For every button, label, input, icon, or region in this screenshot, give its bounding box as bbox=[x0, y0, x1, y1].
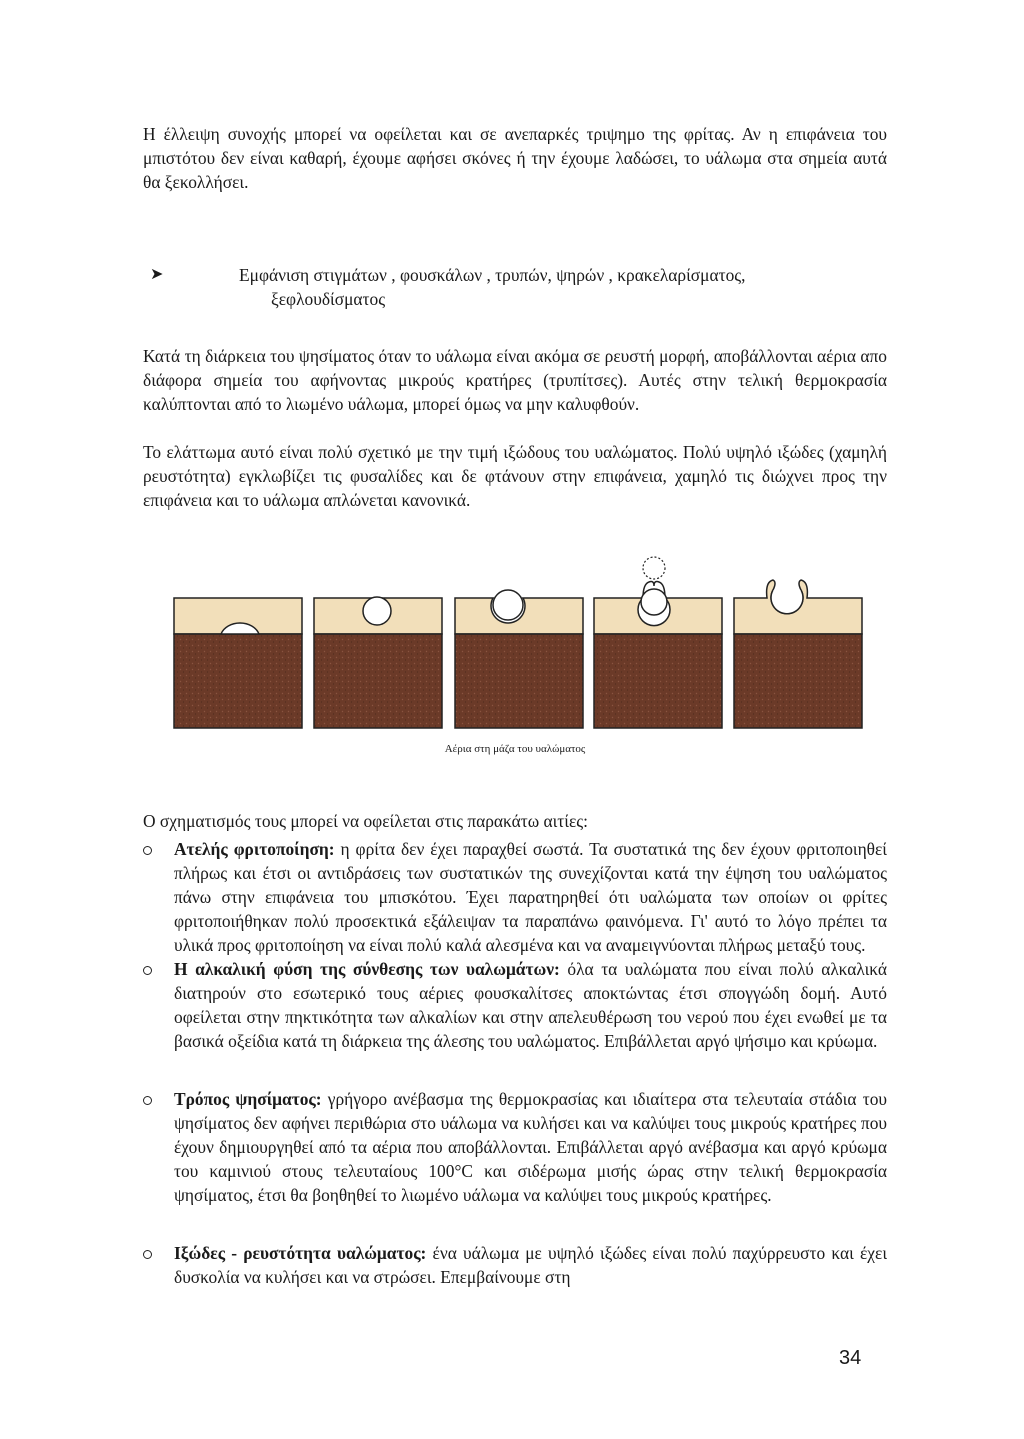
bullet-icon bbox=[143, 1096, 152, 1105]
stage-5-body-layer bbox=[734, 634, 862, 728]
gas-bubbles-diagram bbox=[143, 542, 887, 742]
stage-4-body-layer bbox=[594, 634, 722, 728]
bullet-icon bbox=[143, 966, 152, 975]
section-heading bbox=[143, 263, 887, 311]
stage-3-panel bbox=[455, 590, 583, 728]
stage-3-bubble bbox=[493, 590, 523, 620]
list-item-term: Η αλκαλική φύση της σύνθεσης των υαλωμάτων: bbox=[174, 959, 560, 979]
stage-5-crater bbox=[771, 590, 803, 614]
list-item-term: Τρόπος ψησίματος: bbox=[174, 1089, 322, 1109]
list-item-text: γρήγορο ανέβασμα της θερμοκρασίας και ιδιαίτερα στα τελευταία στάδια του ψησίματος δεν αφήνει περιθώρια στο υάλωμα να κυλήσει και να καλύψει τους μικρούς κρατήρες που έχουν δημιουργηθεί από τα αέρια που αποβάλλονται. Επιβάλλεται αργό ανέβασμα και αργό κρύωμα του καμινιού στους τελευταίους 100°C και σιδέρωμα μισής ώρας στην τελική θερμοκρασία ψησίματος, έτσι θα βοηθηθεί το λιωμένο υάλωμα να καλύψει τους μικρούς κρατήρες. bbox=[174, 1089, 887, 1205]
list-item bbox=[143, 957, 887, 1053]
list-item-term: Ατελής φριτοποίηση: bbox=[174, 839, 335, 859]
paragraph-intro: Η έλλειψη συνοχής μπορεί να οφείλεται και σε ανεπαρκές τριψημο της φρίτας. Αν η επιφάνεια του μπιστότου δεν είναι καθαρή, έχουμε αφήσει σκόνες ή την έχουμε λαδώσει, το υάλωμα στα σημεία αυτά θα ξεκολλήσει. bbox=[143, 124, 887, 192]
section-heading-line2: ξεφλουδίσματος bbox=[271, 289, 386, 309]
list-item bbox=[143, 837, 887, 957]
list-item-text: όλα τα υαλώματα που είναι πολύ αλκαλικά διατηρούν στο εσωτερικό τους αέριες φουσκαλίτσες αποκτώντας έτσι σπογγώδη δομή. Αυτό οφείλεται στην πηκτικότητα των αλκαλίων και στην απελευθέρωση του νερού που έχει ενωθεί με τα βασικά οξείδια κατά τη διάρκεια της άλεσης του υαλώματος. Επιβάλλεται αργό ψήσιμο και κρύωμα. bbox=[174, 959, 887, 1051]
paragraph-gas-release: Κατά τη διάρκεια του ψησίματος όταν το υάλωμα είναι ακόμα σε ρευστή μορφή, αποβάλλονται αέρια απο διάφορα σημεία του αφήνοντας μικρούς κρατήρες (τρυπίτσες). Αυτές στην τελική θερμοκρασία καλύπτονται από το λιωμένο υάλωμα, μπορεί όμως να μην καλυφθούν. bbox=[143, 346, 887, 414]
page-content bbox=[143, 122, 887, 1289]
list-item bbox=[143, 1087, 887, 1207]
bullet-icon bbox=[143, 1250, 152, 1259]
stage-4-bubble bbox=[641, 589, 667, 615]
paragraph-viscosity: Το ελάττωμα αυτό είναι πολύ σχετικό με την τιμή ιξώδους του υαλώματος. Πολύ υψηλό ιξώδες (χαμηλή ρευστότητα) εγκλωβίζει τις φυσαλίδες και δε φτάνουν στην επιφάνεια, χαμηλό τις διώχνει προς την επιφάνεια και το υάλωμα απλώνεται κανονικά. bbox=[143, 442, 887, 510]
section-heading-line1: Εμφάνιση στιγμάτων , φουσκάλων , τρυπών, ψηρών , κρακελαρίσματος, bbox=[239, 265, 746, 285]
bullet-icon bbox=[143, 846, 152, 855]
stage-1-body-layer bbox=[174, 634, 302, 728]
stage-2-body-layer bbox=[314, 634, 442, 728]
stage-3-body-layer bbox=[455, 634, 583, 728]
list-item-text: ένα υάλωμα με υψηλό ιξώδες είναι πολύ παχύρρευστο και έχει δυσκολία να κυλήσει και να στρώσει. Επεμβαίνουμε στη bbox=[174, 1243, 887, 1287]
page-number: 34 bbox=[839, 1347, 862, 1369]
causes-list bbox=[143, 837, 887, 1289]
arrow-bullet-icon: ➤ bbox=[150, 266, 164, 283]
figure-caption: Αέρια στη μάζα του υαλώματος bbox=[444, 743, 586, 755]
stage-1-panel bbox=[174, 598, 302, 728]
list-item-text: η φρίτα δεν έχει παραχθεί σωστά. Τα συστατικά της δεν έχουν φριτοποιηθεί πλήρως και έτσι οι αντιδράσεις των συστατικών της συνεχίζονται κατά την έψηση του υαλώματος πάνω στην επιφάνεια του μπισκότου. Έχει παρατηρηθεί ότι υαλώματα των οποίων οι φρίτες φριτοποιήθηκαν πολύ προσεκτικά εξάλειψαν τα παραπάνω φαινόμενα. Γι' αυτό το λόγο πρέπει τα υλικά προς φριτοποίηση να είναι πολύ καλά αλεσμένα και να αναμειγνύονται πλήρως μεταξύ τους. bbox=[174, 839, 887, 955]
list-item bbox=[143, 1241, 887, 1289]
stage-4-panel bbox=[594, 557, 722, 728]
paragraph-causes-intro: Ο σχηματισμός τους μπορεί να οφείλεται στις παρακάτω αιτίες: bbox=[143, 811, 588, 831]
stage-5-panel bbox=[734, 580, 862, 728]
stage-2-bubble bbox=[363, 597, 391, 625]
list-item-term: Ιξώδες - ρευστότητα υαλώματος: bbox=[174, 1243, 427, 1263]
stage-4-escaping-gas bbox=[643, 557, 665, 579]
gas-bubbles-figure bbox=[143, 542, 887, 792]
stage-2-panel bbox=[314, 597, 442, 728]
